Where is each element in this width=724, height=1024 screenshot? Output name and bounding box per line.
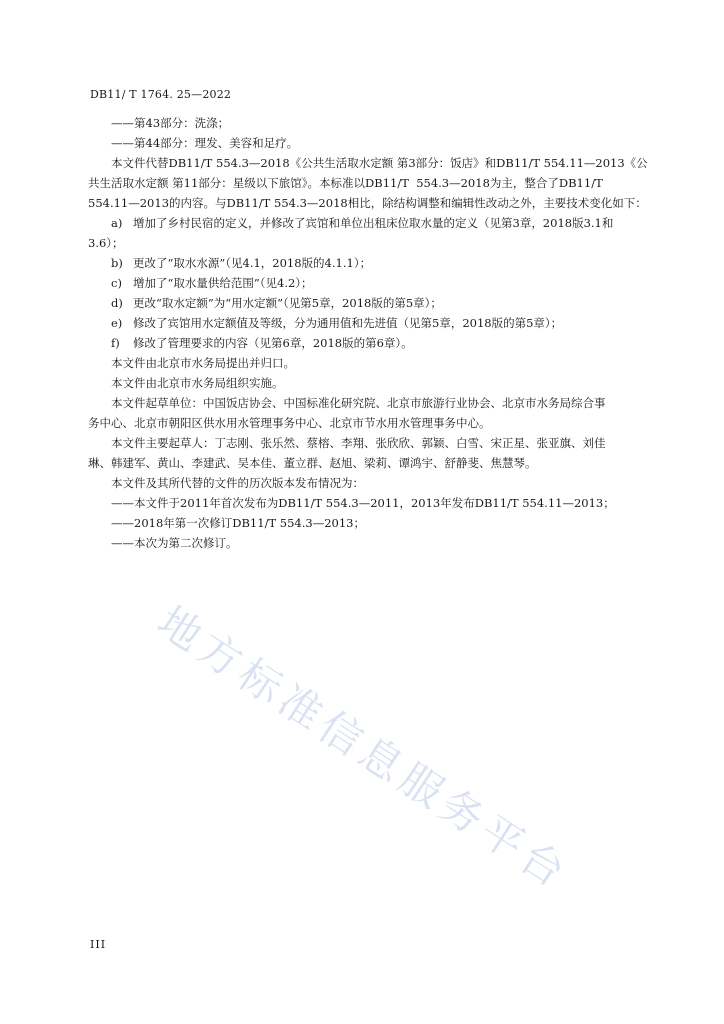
item-text-continued: 3.6）；: [88, 236, 124, 250]
item-label: c): [111, 276, 122, 290]
item-text: 增加了乡村民宿的定义，并修改了宾馆和单位出租床位取水量的定义（见第3章，2018版3.1和: [133, 216, 614, 230]
item-label: e): [111, 316, 123, 330]
replacement-paragraph: [88, 153, 660, 213]
document-code: DB11/ T 1764. 25—2022: [90, 88, 232, 101]
drafters-line-2: 琳、韩建军、黄山、李建武、吴本佳、董立群、赵旭、梁莉、谭鸿宇、舒静斐、焦慧琴。: [88, 456, 537, 470]
item-text: 修改了宾馆用水定额值及等级，分为通用值和先进值（见第5章，2018版的第5章）；: [133, 316, 563, 330]
change-item-b: [88, 253, 660, 273]
change-item-d: [88, 293, 660, 313]
part-43-line: ——第43部分：洗涤；: [111, 116, 230, 130]
page-number: III: [90, 938, 107, 951]
organized-by: 本文件由北京市水务局组织实施。: [111, 376, 284, 390]
item-label: b): [111, 256, 123, 270]
replacement-line-1: 本文件代替DB11/T 554.3—2018《公共生活取水定额 第3部分：饭店》和DB11/T 554.11—2013《公: [111, 156, 648, 170]
change-item-e: [88, 313, 660, 333]
drafting-units-line-2: 务中心、北京市朝阳区供水用水管理事务中心、北京市节水用水管理事务中心。: [88, 416, 491, 430]
item-label: d): [111, 296, 123, 310]
history-item-1: ——本文件于2011年首次发布为DB11/T 554.3—2011，2013年发布DB11/T 554.11—2013；: [111, 496, 615, 510]
watermark: 地方标准信息服务平台: [148, 596, 579, 900]
change-item-c: [88, 273, 660, 293]
item-label: f): [111, 336, 120, 350]
item-text: 更改“取水定额”为“用水定额”（见第5章，2018版的第5章）；: [133, 296, 442, 310]
item-label: a): [111, 216, 123, 230]
part-44-line: ——第44部分：理发、美容和足疗。: [111, 136, 299, 150]
change-item-f: [88, 333, 660, 353]
history-item-3: ——本次为第二次修订。: [111, 536, 238, 550]
proposed-by: 本文件由北京市水务局提出并归口。: [111, 356, 295, 370]
document-body: [88, 113, 660, 553]
drafters: [88, 433, 660, 473]
item-text: 修改了管理要求的内容（见第6章，2018版的第6章）。: [133, 336, 413, 350]
item-text: 增加了“取水量供给范围”（见4.2）；: [133, 276, 313, 290]
item-text: 更改了“取水水源”（见4.1，2018版的4.1.1）；: [133, 256, 372, 270]
drafting-units-line-1: 本文件起草单位：中国饭店协会、中国标准化研究院、北京市旅游行业协会、北京市水务局综合事: [111, 396, 606, 410]
drafting-units: [88, 393, 660, 433]
replacement-line-3: 554.11—2013的内容。与DB11/T 554.3—2018相比，除结构调整和编辑性改动之外，主要技术变化如下：: [88, 196, 647, 210]
history-item-2: ——2018年第一次修订DB11/T 554.3—2013；: [111, 516, 365, 530]
change-item-a: [88, 213, 660, 253]
drafters-line-1: 本文件主要起草人：丁志刚、张乐然、蔡榕、李翔、张欣欣、郭颖、白雪、宋正星、张亚旗、刘佳: [111, 436, 606, 450]
replacement-line-2: 共生活取水定额 第11部分：星级以下旅馆》。本标准以DB11/T 554.3—2018为主，整合了DB11/T: [88, 176, 603, 190]
history-heading: 本文件及其所代替的文件的历次版本发布情况为：: [111, 476, 364, 490]
